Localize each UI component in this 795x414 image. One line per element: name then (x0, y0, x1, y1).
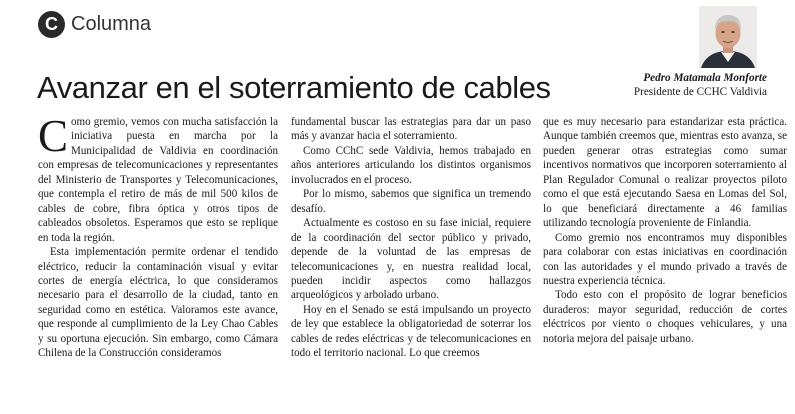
paragraph: Esta implementación permite ordenar el tendido eléctrico, reducir la contaminación visual y evitar cortes de energía eléctrica, lo que consideramos necesario para el desarrollo de la ciudad, tanto en seguridad como en estética. Valoramos este avance, que responde al cumplimiento de la Ley Chao Cables y su oportuna ejecución. Sin embargo, como Cámara Chilena de la Construcción consideramos (38, 246, 278, 360)
author-name: Pedro Matamala Monforte (643, 72, 767, 84)
paragraph: Actualmente es costoso en su fase inicial, requiere de la coordinación del sector público y privado, depende de la voluntad de las empresas de telecomunicaciones y, en nuestra realidad local, pueden incidir aspectos como hallazgos arqueológicos y arbolado urbano. (291, 217, 531, 302)
article-title: Avanzar en el soterramiento de cables (37, 70, 551, 105)
paragraph-first (38, 115, 278, 245)
paragraph: Como gremio nos encontramos muy disponibles para colaborar con estas iniciativas en coordinación con las autoridades y el mundo privado a través de nuestra experiencia técnica. (543, 231, 787, 287)
paragraph: fundamental buscar las estrategias para dar un paso más y avanzar hacia el soterramiento. (291, 116, 531, 143)
author-photo (699, 6, 757, 68)
section-label: Columna (71, 13, 152, 35)
column-1 (38, 115, 278, 405)
column-3 (543, 115, 787, 405)
section-header (38, 11, 151, 38)
drop-cap: C (38, 115, 69, 161)
byline (634, 71, 767, 99)
author-role: Presidente de CCHC Valdivia (633, 86, 767, 98)
paragraph: Por lo mismo, sabemos que significa un tremendo desafío. (291, 188, 531, 215)
paragraph: Todo esto con el propósito de lograr beneficios duraderos: mayor seguridad, reducción de cortes eléctricos por viento o choques vehiculares, y una notoria mejora del paisaje urbano. (543, 289, 787, 345)
paragraph-first-text: omo gremio, vemos con mucha satisfacción la iniciativa puesta en marcha por la Municipalidad de Valdivia en coordinación con empresas de telecomunicaciones y representantes del Ministerio de Transportes y Telecomunicaciones, que contempla el retiro de más de mil 500 kilos de cables de cobre, fibra óptica y otros tipos de cableados obsoletos. Esperamos que esto se replique en toda la región. (38, 116, 278, 244)
column-2 (291, 115, 531, 405)
paragraph: Hoy en el Senado se está impulsando un proyecto de ley que establece la obligatoriedad de soterrar los cables de redes eléctricas y de telecomunicaciones en todo el territorio nacional. Lo que creemos (291, 303, 531, 360)
paragraph: Como CChC sede Valdivia, hemos trabajado en años anteriores articulando los distintos organismos involucrados en el proceso. (291, 144, 531, 186)
section-badge-icon: C (38, 11, 65, 38)
paragraph: que es muy necesario para estandarizar esta práctica. Aunque también creemos que, mientras esto avanza, se pueden generar otras estrategias como sumar incentivos normativos que incorporen soterramiento al Plan Regulador Comunal o realizar proyectos piloto como el que está ejecutando Saesa en Lomas del Sol, lo que beneficiará directamente a 46 familias utilizando tecnología proveniente de Finlandia. (543, 116, 787, 230)
